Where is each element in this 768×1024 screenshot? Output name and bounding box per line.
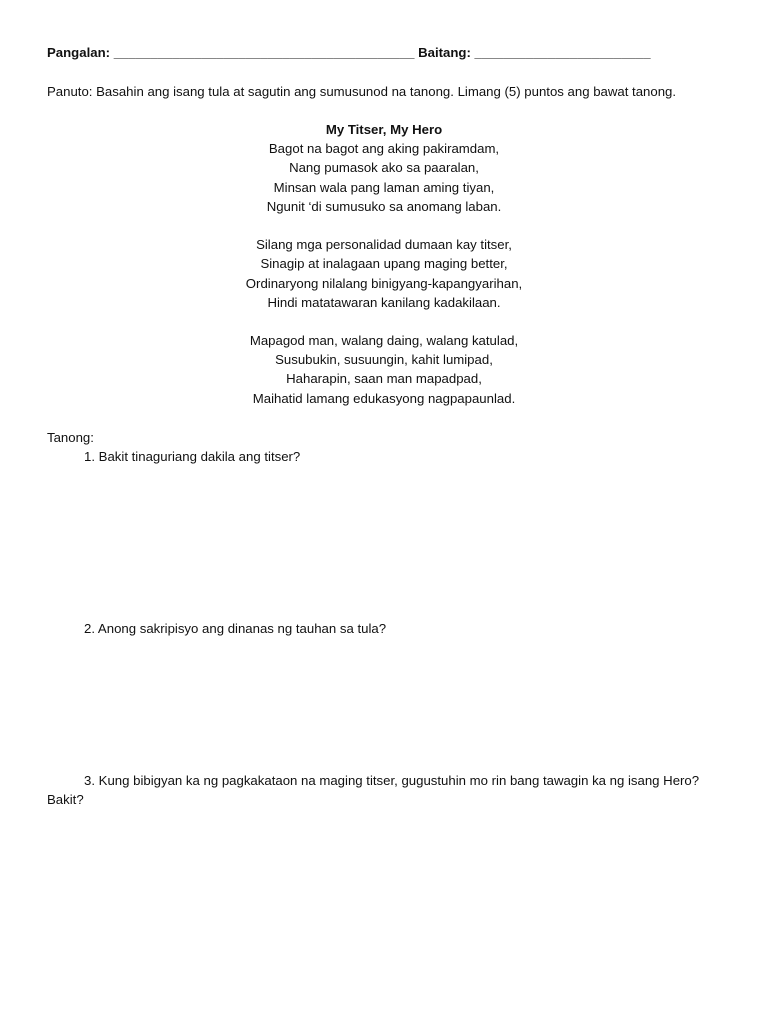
poem-line: Bagot na bagot ang aking pakiramdam, (268, 141, 500, 157)
poem-line: Ordinaryong nilalang binigyang-kapangyarihan, (245, 275, 523, 291)
poem-line: Ngunit ‘di sumusuko sa anomang laban. (266, 198, 502, 214)
grade-blank: ________________________ (474, 45, 651, 60)
poem-line: Mapagod man, walang daing, walang katulad, (249, 333, 519, 349)
poem-line: Susubukin, susuungin, kahit lumipad, (275, 352, 493, 368)
stanza-break (0, 216, 768, 235)
name-blank: _________________________________________ (113, 45, 415, 60)
poem-line: Minsan wala pang laman aming tiyan, (273, 179, 495, 195)
poem (0, 120, 768, 408)
header-line (47, 43, 651, 62)
poem-line: Maihatid lamang edukasyong nagpapaunlad. (252, 390, 516, 406)
poem-title: My Titser, My Hero (325, 122, 443, 137)
stanza-break (0, 312, 768, 331)
name-label: Pangalan: (47, 45, 111, 60)
poem-line: Silang mga personalidad dumaan kay titser, (256, 237, 512, 253)
poem-line: Haharapin, saan man mapadpad, (286, 371, 482, 387)
questions-label: Tanong: (47, 430, 94, 445)
poem-line: Nang pumasok ako sa paaralan, (289, 160, 479, 176)
grade-label: Baitang: (418, 45, 471, 60)
question-3: 3. Kung bibigyan ka ng pagkakataon na maging titser, gugustuhin mo rin bang tawagin ka ng isang Hero? Bakit? (47, 773, 700, 807)
poem-line: Hindi matatawaran kanilang kadakilaan. (267, 294, 501, 310)
question-2: 2. Anong sakripisyo ang dinanas ng tauhan sa tula? (84, 621, 387, 636)
poem-line: Sinagip at inalagaan upang maging better, (260, 256, 508, 272)
instructions: Panuto: Basahin ang isang tula at sagutin ang sumusunod na tanong. Limang (5) puntos ang bawat tanong. (47, 84, 677, 99)
question-1: 1. Bakit tinaguriang dakila ang titser? (84, 449, 301, 464)
